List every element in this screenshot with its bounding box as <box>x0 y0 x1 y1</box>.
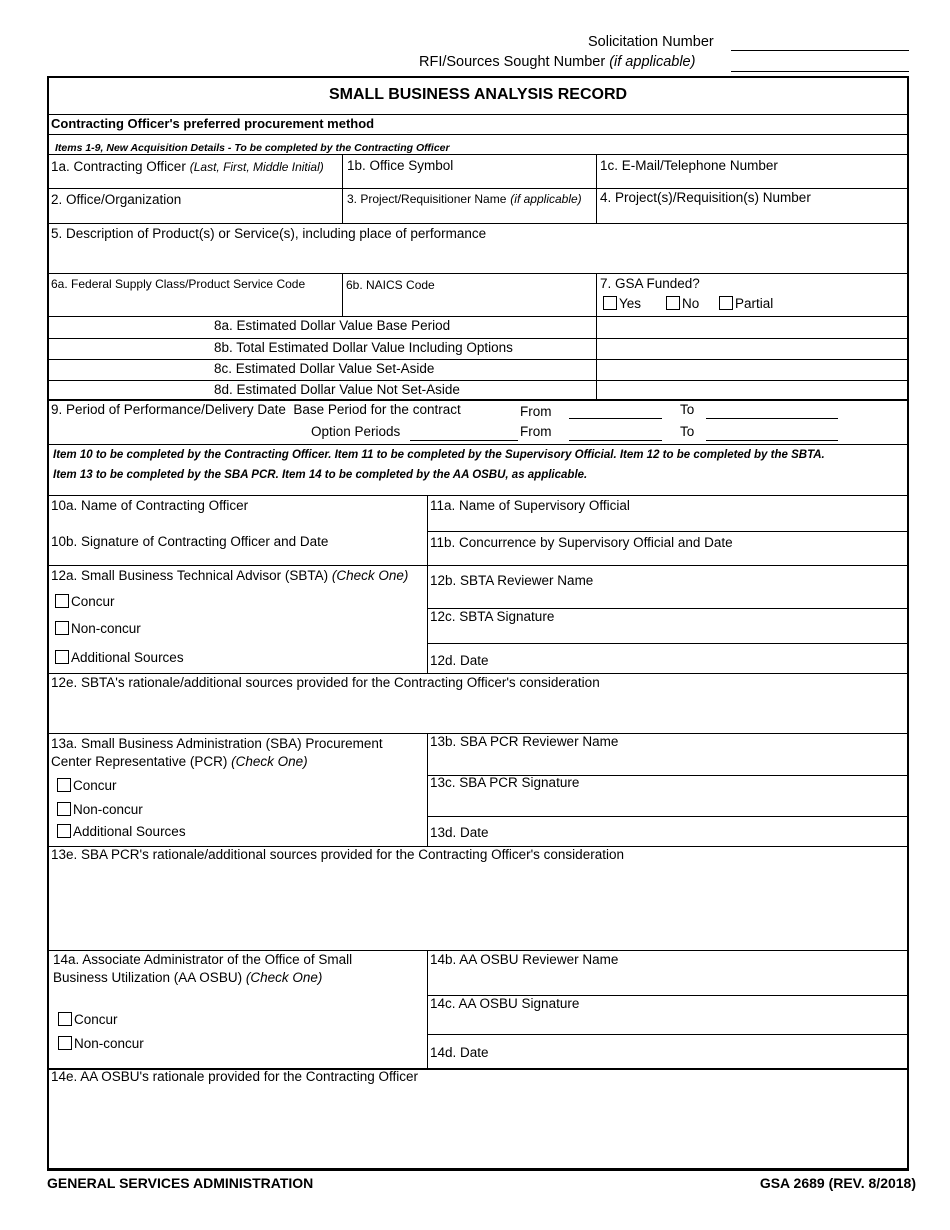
field-3-project-requisitioner[interactable]: 3. Project/Requisitioner Name (if applicable) <box>347 192 582 206</box>
sbta-additional-sources-option[interactable]: Additional Sources <box>55 650 184 665</box>
option-from-input[interactable] <box>569 440 662 441</box>
field-6b-naics[interactable]: 6b. NAICS Code <box>346 278 435 292</box>
field-13d-date[interactable]: 13d. Date <box>430 825 489 840</box>
osbu-concur-option[interactable]: Concur <box>58 1012 118 1027</box>
checkbox-icon[interactable] <box>55 594 69 608</box>
field-13a-line1: 13a. Small Business Administration (SBA) Procurement <box>51 736 383 751</box>
field-6a-fsc-psc[interactable]: 6a. Federal Supply Class/Product Service Code <box>51 277 306 291</box>
field-8c-label: 8c. Estimated Dollar Value Set-Aside <box>214 361 435 376</box>
footer-form-number: GSA 2689 (REV. 8/2018) <box>759 1175 916 1191</box>
base-from-label: From <box>520 404 552 419</box>
field-1c-email-phone[interactable]: 1c. E-Mail/Telephone Number <box>600 158 778 173</box>
field-8b-value[interactable] <box>598 339 907 359</box>
field-14a-line1: 14a. Associate Administrator of the Office of Small <box>53 952 353 967</box>
field-1a-contracting-officer[interactable]: 1a. Contracting Officer (Last, First, Middle Initial) <box>51 159 324 174</box>
pcr-additional-sources-option[interactable]: Additional Sources <box>57 824 186 839</box>
checkbox-icon[interactable] <box>55 650 69 664</box>
field-8c-value[interactable] <box>598 360 907 380</box>
checkbox-icon[interactable] <box>57 824 71 838</box>
gsa-funded-partial[interactable]: Partial <box>719 296 773 311</box>
rfi-number-line[interactable] <box>731 71 909 72</box>
footer-agency: GENERAL SERVICES ADMINISTRATION <box>47 1175 314 1191</box>
field-13a-line2: Center Representative (PCR) (Check One) <box>51 754 308 769</box>
pcr-concur-option[interactable]: Concur <box>57 778 117 793</box>
field-4-requisition-number[interactable]: 4. Project(s)/Requisition(s) Number <box>600 190 811 205</box>
field-12c-sbta-signature[interactable]: 12c. SBTA Signature <box>430 609 555 624</box>
checkbox-icon[interactable] <box>719 296 733 310</box>
checkbox-icon[interactable] <box>666 296 680 310</box>
field-8b-label: 8b. Total Estimated Dollar Value Including Options <box>214 340 513 355</box>
checkbox-icon[interactable] <box>55 621 69 635</box>
preferred-method-label: Contracting Officer's preferred procurement method <box>51 116 375 131</box>
gsa-funded-no[interactable]: No <box>666 296 699 311</box>
base-to-input[interactable] <box>706 418 838 419</box>
field-12e-sbta-rationale[interactable]: 12e. SBTA's rationale/additional sources provided for the Contracting Officer's consideration <box>51 675 600 690</box>
field-8a-value[interactable] <box>598 318 907 338</box>
field-14d-date[interactable]: 14d. Date <box>430 1045 489 1060</box>
gsa-funded-yes[interactable]: Yes <box>603 296 641 311</box>
field-14a-line2: Business Utilization (AA OSBU) (Check One) <box>53 970 323 985</box>
field-7-gsa-funded: 7. GSA Funded? <box>600 276 700 291</box>
field-1b-office-symbol[interactable]: 1b. Office Symbol <box>347 158 454 173</box>
checkbox-icon[interactable] <box>603 296 617 310</box>
field-2-office-organization[interactable]: 2. Office/Organization <box>51 192 182 207</box>
field-12d-date[interactable]: 12d. Date <box>430 653 489 668</box>
rfi-label: RFI/Sources Sought Number (if applicable) <box>419 54 696 70</box>
field-12b-sbta-reviewer[interactable]: 12b. SBTA Reviewer Name <box>430 573 594 588</box>
field-8a-label: 8a. Estimated Dollar Value Base Period <box>214 318 451 333</box>
field-9-period-label: 9. Period of Performance/Delivery Date Base Period for the contract <box>51 402 461 417</box>
field-11b-supervisor-concurrence[interactable]: 11b. Concurrence by Supervisory Official and Date <box>430 535 733 550</box>
option-periods-input[interactable] <box>410 440 518 441</box>
field-8d-value[interactable] <box>598 381 907 399</box>
sbta-nonconcur-option[interactable]: Non-concur <box>55 621 141 636</box>
field-8d-label: 8d. Estimated Dollar Value Not Set-Aside <box>214 382 460 397</box>
checkbox-icon[interactable] <box>57 802 71 816</box>
checkbox-icon[interactable] <box>58 1036 72 1050</box>
option-from-label: From <box>520 424 552 439</box>
osbu-nonconcur-option[interactable]: Non-concur <box>58 1036 144 1051</box>
field-10a-co-name[interactable]: 10a. Name of Contracting Officer <box>51 498 249 513</box>
field-14c-osbu-signature[interactable]: 14c. AA OSBU Signature <box>430 996 580 1011</box>
option-periods-label: Option Periods <box>311 424 401 439</box>
form-title: SMALL BUSINESS ANALYSIS RECORD <box>328 86 628 103</box>
field-5-description[interactable]: 5. Description of Product(s) or Service(s), including place of performance <box>51 226 487 241</box>
checkbox-icon[interactable] <box>57 778 71 792</box>
field-13c-pcr-signature[interactable]: 13c. SBA PCR Signature <box>430 775 580 790</box>
sbta-concur-option[interactable]: Concur <box>55 594 115 609</box>
items-note: Items 1-9, New Acquisition Details - To be completed by the Contracting Officer <box>55 142 450 154</box>
field-14e-osbu-rationale[interactable]: 14e. AA OSBU's rationale provided for the Contracting Officer <box>51 1069 419 1084</box>
solicitation-label: Solicitation Number <box>588 34 714 50</box>
field-14b-osbu-reviewer[interactable]: 14b. AA OSBU Reviewer Name <box>430 952 619 967</box>
field-12a-sbta: 12a. Small Business Technical Advisor (SBTA) (Check One) <box>51 568 409 583</box>
option-to-input[interactable] <box>706 440 838 441</box>
pcr-nonconcur-option[interactable]: Non-concur <box>57 802 143 817</box>
option-to-label: To <box>680 424 695 439</box>
checkbox-icon[interactable] <box>58 1012 72 1026</box>
solicitation-number-line[interactable] <box>731 50 909 51</box>
instructions-line-1: Item 10 to be completed by the Contracting Officer. Item 11 to be completed by the Supervisory Official. Item 12 to be completed by the SBTA. <box>53 449 825 461</box>
field-13b-pcr-reviewer[interactable]: 13b. SBA PCR Reviewer Name <box>430 734 619 749</box>
field-13e-pcr-rationale[interactable]: 13e. SBA PCR's rationale/additional sources provided for the Contracting Officer's consideration <box>51 847 624 862</box>
base-to-label: To <box>680 402 695 417</box>
instructions-line-2: Item 13 to be completed by the SBA PCR. Item 14 to be completed by the AA OSBU, as applicable. <box>53 469 588 481</box>
field-10b-co-signature[interactable]: 10b. Signature of Contracting Officer and Date <box>51 534 329 549</box>
base-from-input[interactable] <box>569 418 662 419</box>
field-11a-supervisor-name[interactable]: 11a. Name of Supervisory Official <box>430 498 630 513</box>
